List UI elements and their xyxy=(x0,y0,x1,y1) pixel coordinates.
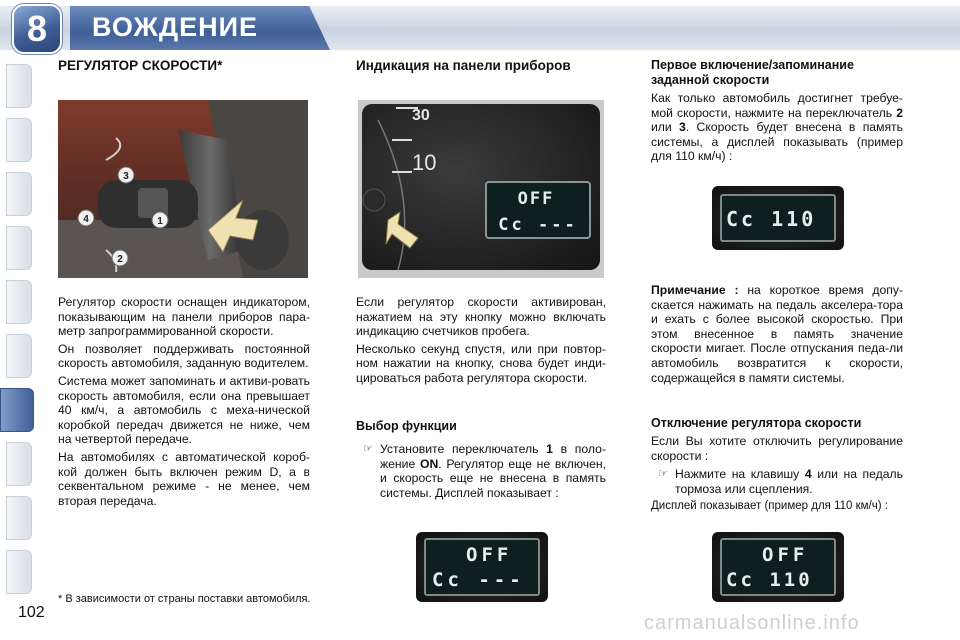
chapter-title: ВОЖДЕНИЕ xyxy=(92,12,259,42)
chapter-number-badge xyxy=(12,4,62,54)
trip-button[interactable] xyxy=(363,189,385,211)
section-title-cruise-control: РЕГУЛЯТОР СКОРОСТИ* xyxy=(58,58,223,73)
section-title-function-select: Выбор функции xyxy=(356,419,457,433)
dashboard-gauge-illustration xyxy=(358,100,604,278)
side-tab-1[interactable] xyxy=(6,64,32,108)
lcd-screen xyxy=(720,194,836,242)
side-tab-2[interactable] xyxy=(6,118,32,162)
dashboard-lcd-line2: Cc --- xyxy=(498,215,578,235)
chapter-side-tabs xyxy=(0,64,34,584)
callout-4: 4 xyxy=(83,214,89,225)
bullet-text: Установите переключатель 1 в поло-жение ON. Регулятор еще не включен, и скорость еще не внесена в память системы. Дисплей показывает : xyxy=(380,442,606,500)
paragraph: На автомобилях с автоматической короб-кой должен быть включен режим D, а в секвентальном режиме - не менее, чем вторая передача. xyxy=(58,449,310,508)
lcd-line1: OFF xyxy=(466,544,513,566)
side-tab-9[interactable] xyxy=(6,496,32,540)
lcd-line1: OFF xyxy=(762,544,809,566)
paragraph: Если регулятор скорости активирован, нажатием на эту кнопку можно включать индикацию счетчиков пробега. xyxy=(356,295,606,339)
bullet-marker-icon: ☞ xyxy=(658,468,668,481)
note-text: на короткое время допу-скается нажимать на педаль акселера-тора и ехать с более высокой скоростью. При этом внесенное в память значение скорости мигает. После отпускания педа-ли автомобиль возвратится к скорости, содержащейся в памяти системы. xyxy=(651,283,903,385)
section-title-dashboard-display: Индикация на панели приборов xyxy=(356,58,571,73)
side-tab-10[interactable] xyxy=(6,550,32,594)
note-block xyxy=(651,280,903,385)
callout-2: 2 xyxy=(117,254,123,265)
paragraph: Как только автомобиль достигнет требуе-мой скорости, нажмите на переключатель 2 или 3. Скорость будет внесена в память системы, а дисплей показывать (пример для 110 км/ч) : xyxy=(651,91,903,164)
gauge-label-10: 10 xyxy=(412,150,437,175)
section-title-deactivation: Отключение регулятора скорости xyxy=(651,416,862,430)
display-caption: Дисплей показывает (пример для 110 км/ч) : xyxy=(651,500,888,513)
side-tab-8[interactable] xyxy=(6,442,32,486)
chapter-number: 8 xyxy=(26,8,48,49)
lcd-line1: Cc 110 xyxy=(726,207,817,231)
watermark: carmanualsonline.info xyxy=(644,612,860,634)
paragraph: Несколько секунд спустя, или при повтор-ном нажатии на кнопку, снова будет инди-цироваться работа регулятора скорости. xyxy=(356,341,606,385)
bullet-marker-icon: ☞ xyxy=(363,443,373,455)
column-left xyxy=(58,58,310,74)
callout-3: 3 xyxy=(123,171,129,182)
paragraph: Если Вы хотите отключить регулирование скорости : xyxy=(651,434,903,463)
footnote: * В зависимости от страны поставки автомобиля. xyxy=(58,593,311,605)
bullet-text: Нажмите на клавишу 4 или на педаль тормоза или сцепления. xyxy=(675,467,903,496)
page-number: 102 xyxy=(18,604,45,621)
section-title-first-activation: Первое включение/запоминание заданной скорости xyxy=(651,58,854,87)
paragraph: Регулятор скорости оснащен индикатором, показывающим на панели приборов пара-метр запрограммированной скорости. xyxy=(58,295,310,339)
side-tab-5[interactable] xyxy=(6,280,32,324)
column-right xyxy=(651,58,903,164)
side-tab-4[interactable] xyxy=(6,226,32,270)
lcd-screen xyxy=(424,538,540,596)
paragraph: Он позволяет поддерживать постоянной скорость автомобиля, заданную водителем. xyxy=(58,341,310,371)
dashboard-figure xyxy=(358,100,604,278)
lcd-line2: Cc --- xyxy=(432,569,525,591)
note-paragraph xyxy=(651,283,903,385)
lcd-screen xyxy=(720,538,836,596)
side-tab-3[interactable] xyxy=(6,172,32,216)
display-set-figure xyxy=(712,186,844,250)
display-off-figure xyxy=(416,532,548,602)
column-middle-text xyxy=(356,292,606,386)
deactivation-section xyxy=(651,415,903,514)
stalk-illustration xyxy=(58,100,308,278)
page-header xyxy=(0,0,960,56)
bullet-item xyxy=(356,442,606,500)
side-tab-7-active[interactable] xyxy=(0,388,34,432)
note-label: Примечание : xyxy=(651,283,739,297)
dashboard-lcd-line1: OFF xyxy=(517,189,555,209)
side-tab-6[interactable] xyxy=(6,334,32,378)
paragraph: Система может запоминать и активи-ровать скорость автомобиля, если она превышает 40 км/ч, а автомобиль с меха-нической коробкой передач движется не ниже, чем на четвертой передаче. xyxy=(58,373,310,447)
bullet-item xyxy=(651,467,903,496)
column-middle xyxy=(356,58,606,74)
cruise-control-stalk-figure xyxy=(58,100,308,278)
function-select-section xyxy=(356,418,606,500)
display-off-110-figure xyxy=(712,532,844,602)
column-left-text xyxy=(58,292,310,508)
lcd-line2: Cc 110 xyxy=(726,569,813,591)
gauge-label-30: 30 xyxy=(412,107,430,124)
callout-1: 1 xyxy=(157,216,163,227)
